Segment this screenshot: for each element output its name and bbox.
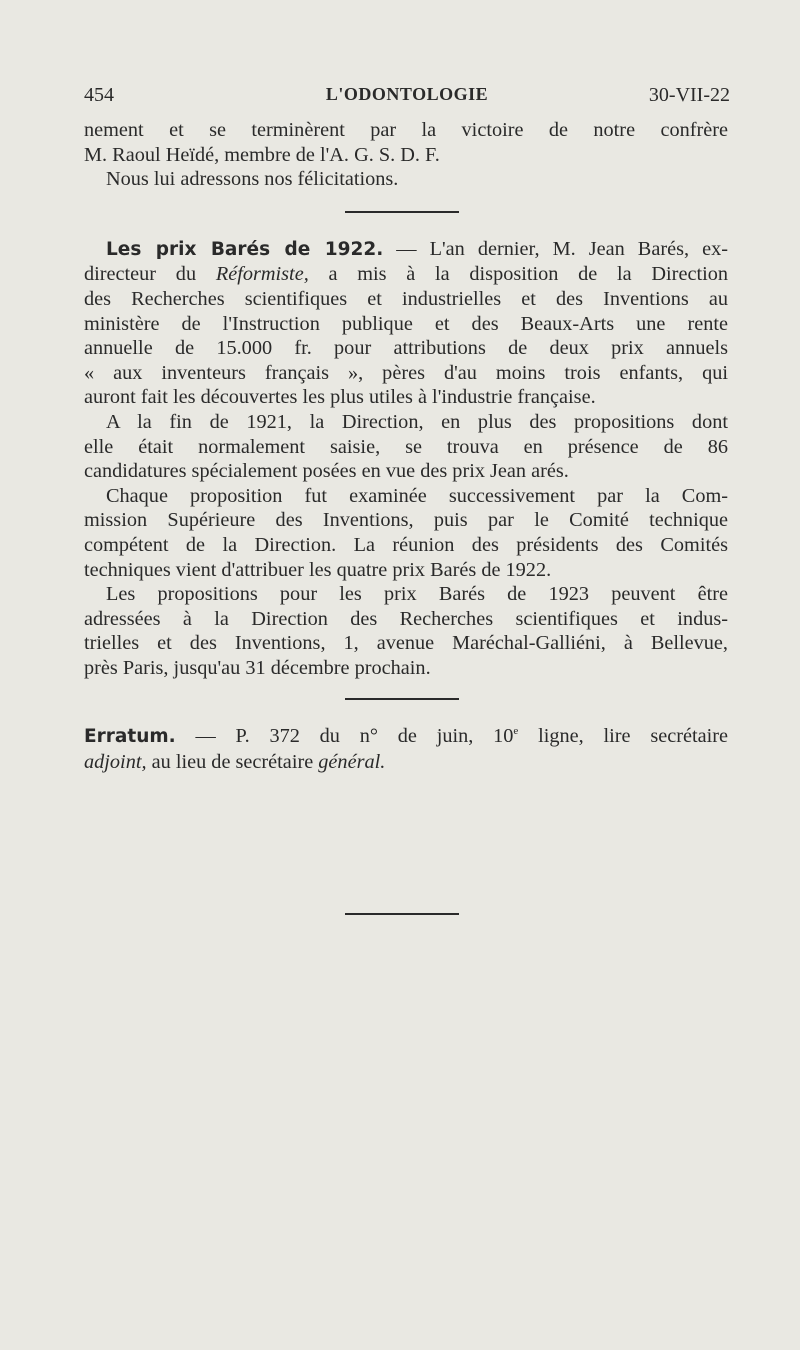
text-line: candidatures spécialement posées en vue des prix Jean arés. [84,460,569,483]
text-line: Chaque proposition fut examinée successivement par la Com- [106,484,728,507]
section-divider [345,698,459,700]
section-heading: Les prix Barés de 1922. [106,238,384,260]
text-line: nement et se terminèrent par la victoire de notre confrère [84,119,728,141]
text-line: directeur du Réformiste, a mis à la disposition de la Direction [84,263,728,286]
article-body [84,118,728,915]
running-header [84,84,730,114]
end-divider [345,913,459,915]
text-line: Erratum. — P. 372 du n° de juin, 10e ligne, lire secrétaire [84,725,728,748]
prix-bares-section [84,237,728,681]
page-number: 454 [84,84,114,106]
text-line: Les propositions pour les prix Barés de 1923 peuvent être [106,583,728,606]
text-line: trielles et des Inventions, 1, avenue Maréchal-Galliéni, à Bellevue, [84,632,728,655]
text-line: elle était normalement saisie, se trouva en présence de 86 [84,435,728,458]
journal-title: L'ODONTOLOGIE [325,84,489,104]
text-line: adjoint, au lieu de secrétaire général. [84,751,386,774]
text-line: des Recherches scientifiques et industrielles et des Inventions au [84,287,728,310]
text-line: Nous lui adressons nos félicitations. [106,168,399,191]
issue-date: 30-VII-22 [648,84,730,106]
text-line: adressées à la Direction des Recherches scientifiques et indus- [84,607,728,630]
journal-name: Réformiste, [215,263,309,286]
text-line: auront fait les découvertes les plus utiles à l'industrie française. [84,386,596,409]
text-line: ministère de l'Instruction publique et des Beaux-Arts une rente [84,312,728,335]
text-line: mission Supérieure des Inventions, puis par le Comité technique [84,509,728,532]
section-divider [345,211,459,213]
text-line: près Paris, jusqu'au 31 décembre prochain. [84,656,431,679]
text-line: Les prix Barés de 1922. — L'an dernier, M. Jean Barés, ex- [106,237,728,260]
intro-paragraph [84,118,728,192]
section-heading: Erratum. [84,726,176,748]
text-line: techniques vient d'attribuer les quatre prix Barés de 1922. [84,558,552,581]
text-line: annuelle de 15.000 fr. pour attributions de deux prix annuels [84,337,728,360]
erratum-section [84,724,728,774]
text-line: M. Raoul Heïdé, membre de l'A. G. S. D. F. [84,143,440,166]
text-line: compétent de la Direction. La réunion des présidents des Comités [84,533,728,556]
text-line: « aux inventeurs français », pères d'au moins trois enfants, qui [84,361,728,384]
text-line: A la fin de 1921, la Direction, en plus des propositions dont [106,410,728,433]
